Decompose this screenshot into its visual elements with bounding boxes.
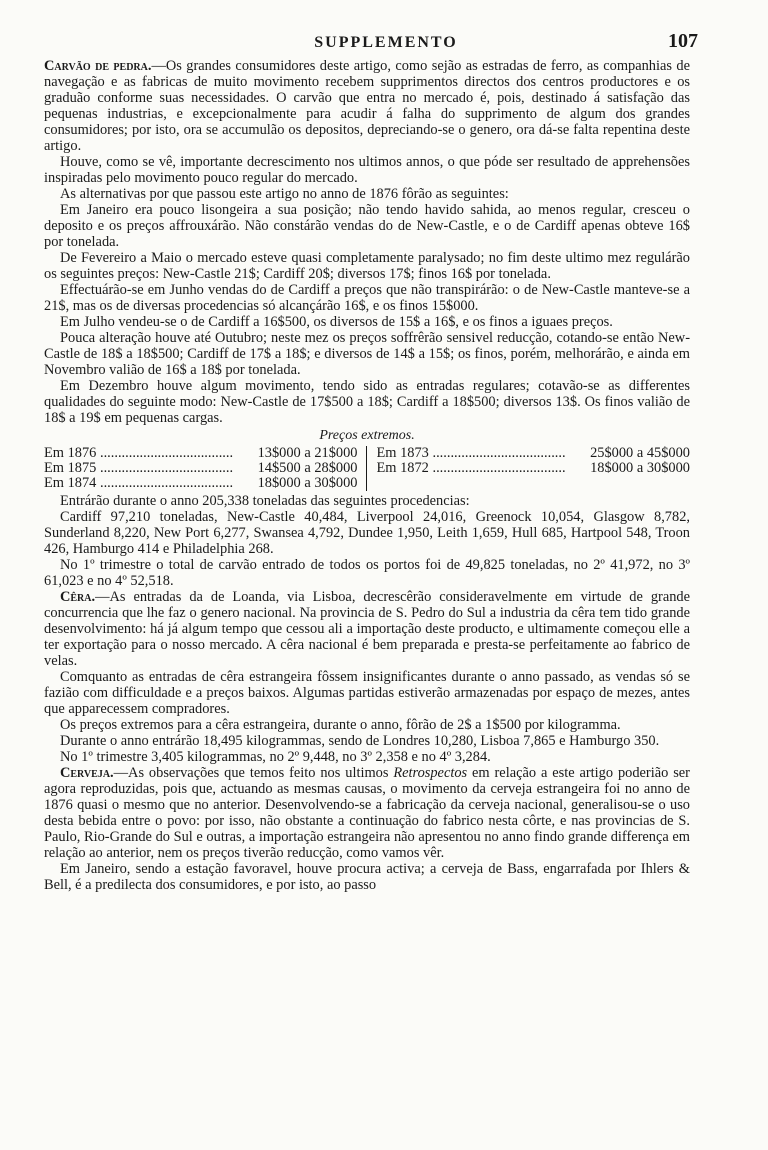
carvao-paragraph-12: No 1º trimestre o total de carvão entrado de todos os portos foi de 49,825 toneladas, no 2º 41,972, no 3º 61,023 e no 4º 52,518. [44,557,690,589]
carvao-paragraph-1 [44,58,690,154]
price-year: Em 1876 ..... [44,446,233,461]
cera-text-1: —As entradas da de Loanda, via Lisboa, decrescêrão consideravelmente em virtude de grande concurrencia que lhe faz o genero nacional. Na provincia de S. Pedro do Sul a industria da cêra tem tido grande desenvolvimento: há já algum tempo que cessou ali a importação deste producto, e ultimamente começou elle a ter exportação para o nosso mercado. A cêra nacional é bem preparada e presta-se perfeitamente ao fabrico de velas. [44,589,690,669]
carvao-paragraph-7: Em Julho vendeu-se o de Cardiff a 16$500, os diversos de 15$ a 16$, e os finos a iguaes preços. [60,314,613,330]
price-value: 18$000 a 30$000 [590,460,690,476]
price-year: Em 1875 ..... [44,461,233,476]
prices-column-left [44,446,367,491]
price-value: 14$500 a 28$000 [257,460,358,476]
price-value: 18$000 a 30$000 [257,475,358,491]
section-lead-cerveja: Cerveja. [60,765,114,781]
carvao-paragraph-11: Cardiff 97,210 toneladas, New-Castle 40,484, Liverpool 24,016, Greenock 10,054, Glasgow 8,782, Sunderland 8,220, New Port 6,277, Swansea 4,792, Dundee 1,950, Leith 1,659, Hull 685, Hartpool 548, Troon 426, Hamburgo 414 e Philadelphia 268. [44,509,690,557]
running-title: SUPPLEMENTO [314,34,458,51]
price-row [44,446,358,461]
carvao-paragraph-2: Houve, como se vê, importante decrescimento nos ultimos annos, o que póde ser resultado de apprehensões inspiradas pelo movimento pouco regular do mercado. [44,154,690,186]
price-value: 13$000 a 21$000 [257,445,358,461]
cera-paragraph-5: No 1º trimestre 3,405 kilogrammas, no 2º 9,448, no 3º 2,358 e no 4º 3,284. [60,749,491,765]
price-row [44,476,358,491]
cera-paragraph-1 [44,589,690,669]
cerveja-paragraph-1 [44,765,690,861]
page-body [44,58,690,893]
carvao-text-1: —Os grandes consumidores deste artigo, como sejão as estradas de ferro, as companhias de navegação e as fabricas de muito movimento recebem supprimentos directos dos centros productores e os graduão conforme suas necessidades. O carvão que entra no mercado é, pois, destinado á satisfação das pequenas industrias, e excepcionalmente para acudir á falha do supprimento de algum dos grandes consumidores; por isto, ora se accumulão os depositos, depreciando-se o genero, ora dá-se falta repentina deste artigo. [44,58,690,154]
price-year: Em 1873 ..... [377,446,566,461]
cerveja-text-1a: —As observações que temos feito nos ultimos [113,765,394,781]
carvao-paragraph-9: Em Dezembro houve algum movimento, tendo sido as entradas regulares; cotavão-se as differentes qualidades do seguinte modo: New-Castle de 17$500 a 18$; Cardiff a 18$500; diversos 13$. Os finos valião de 18$ a 19$ em pequenas cargas. [44,378,690,426]
carvao-paragraph-8: Pouca alteração houve até Outubro; neste mez os preços soffrêrão sensivel reducção, cotando-se então New-Castle de 18$ a 18$500; Cardiff de 17$ a 18$; e diversos de 14$ a 15$; os finos, porém, melhorárão, e ainda em Novembro valião de 16$ a 18$ por tonelada. [44,330,690,378]
prices-column-right [367,446,691,491]
cerveja-text-emphasis: Retrospectos [393,765,468,781]
price-row [377,446,691,461]
carvao-paragraph-6: Effectuárão-se em Junho vendas do de Cardiff a preços que não transpirárão: o de New-Castle manteve-se a 21$, mas os de diversas procedencias só alcançárão 16$, e os finos 15$000. [44,282,690,314]
price-year: Em 1874 ..... [44,476,233,491]
prices-table [44,446,690,491]
cera-paragraph-3: Os preços extremos para a cêra estrangeira, durante o anno, fôrão de 2$ a 1$500 por kilogramma. [60,717,621,733]
price-row [44,461,358,476]
carvao-paragraph-4: Em Janeiro era pouco lisongeira a sua posição; não tendo havido sahida, ao menos regular, cresceu o deposito e os preços affrouxárão. Não constárão vendas do de New-Castle, e o de Cardiff apenas obteve 16$ por tonelada. [44,202,690,250]
prices-title: Preços extremos. [319,428,415,443]
page-number: 107 [668,30,698,52]
page-header [44,30,698,52]
cerveja-paragraph-2: Em Janeiro, sendo a estação favoravel, houve procura activa; a cerveja de Bass, engarrafada por Ihlers & Bell, é a predilecta dos consumidores, e por isto, ao passo [44,861,690,893]
carvao-paragraph-5: De Fevereiro a Maio o mercado esteve quasi completamente paralysado; no fim deste ultimo mez regulárão os seguintes preços: New-Castle 21$; Cardiff 20$; diversos 17$; finos 16$ por tonelada. [44,250,690,282]
cera-paragraph-2: Comquanto as entradas de cêra estrangeira fôssem insignificantes durante o anno passado, as vendas só se fazião com difficuldade e a preços baixos. Algumas partidas estiverão armazenadas por espaço de mezes, antes que apparecessem compradores. [44,669,690,717]
price-year: Em 1872 ..... [377,461,566,476]
cerveja-text-1b: em relação a este artigo poderião ser agora reproduzidas, pois que, actuando as mesmas causas, o movimento da cerveja estrangeira foi no anno de 1876 quasi o mesmo que no anterior. Desenvolvendo-se a fabricação da cerveja nacional, generalisou-se o uso desta bebida entre o povo: por isso, não obstante a continuação do fabrico nesta côrte, e nas provincias de S. Paulo, Rio-Grande do Sul e outras, a importação estrangeira não apresentou no anno findo grande differença em relação ao anterior, nem os preços tiverão reducção, como vamos vêr. [44,765,690,861]
section-lead-cera: Cêra. [60,589,96,605]
carvao-paragraph-3: As alternativas por que passou este artigo no anno de 1876 fôrão as seguintes: [60,186,509,202]
section-lead-carvao: Carvão de pedra. [44,58,152,74]
carvao-paragraph-10: Entrárão durante o anno 205,338 toneladas das seguintes procedencias: [60,493,470,509]
price-value: 25$000 a 45$000 [590,445,690,461]
price-row [377,461,691,476]
cera-paragraph-4: Durante o anno entrárão 18,495 kilogrammas, sendo de Londres 10,280, Lisboa 7,865 e Hamburgo 350. [60,733,660,749]
